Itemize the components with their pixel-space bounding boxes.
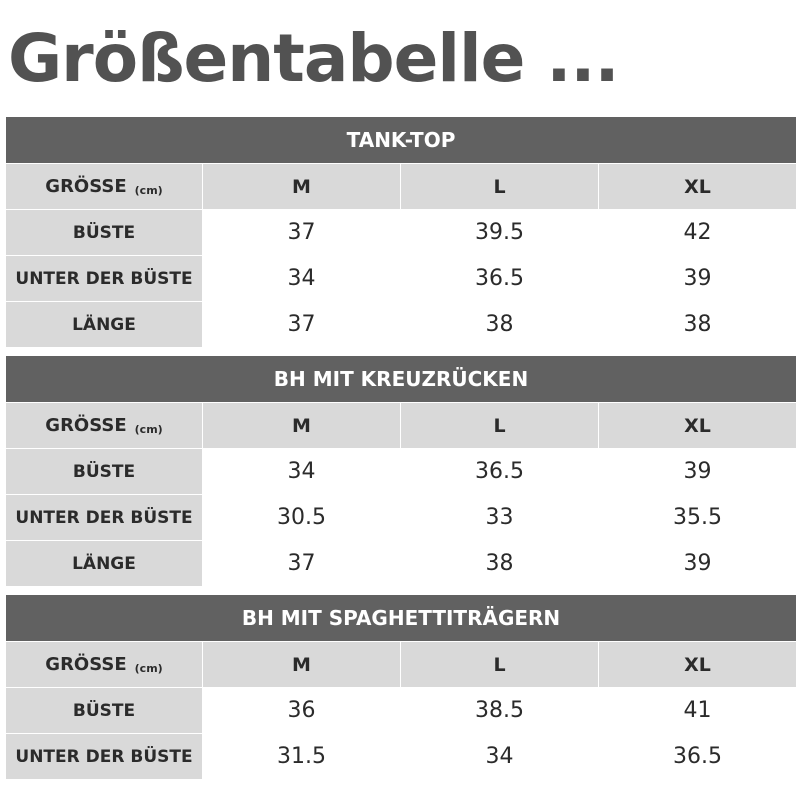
value-cell: 38: [400, 301, 598, 347]
size-l: L: [400, 402, 598, 448]
row-label: BÜSTE: [6, 209, 202, 255]
value-cell: 39: [598, 255, 796, 301]
size-table-tank-top: [6, 117, 796, 347]
size-xl: XL: [598, 163, 796, 209]
value-cell: 37: [202, 301, 400, 347]
value-cell: 34: [400, 733, 598, 779]
value-cell: 35.5: [598, 494, 796, 540]
value-cell: 41: [598, 687, 796, 733]
row-label: UNTER DER BÜSTE: [6, 494, 202, 540]
size-label: GRÖSSE (cm): [6, 641, 202, 687]
table-row: [6, 540, 796, 586]
value-cell: 36: [202, 687, 400, 733]
table-row: [6, 209, 796, 255]
size-m: M: [202, 641, 400, 687]
size-m: M: [202, 402, 400, 448]
value-cell: 31.5: [202, 733, 400, 779]
table-row: [6, 733, 796, 779]
row-label: UNTER DER BÜSTE: [6, 255, 202, 301]
value-cell: 34: [202, 448, 400, 494]
value-cell: 42: [598, 209, 796, 255]
table-row: [6, 494, 796, 540]
size-table-bh-spaghettitraeger: [6, 595, 796, 779]
size-xl: XL: [598, 641, 796, 687]
row-label: BÜSTE: [6, 687, 202, 733]
size-l: L: [400, 641, 598, 687]
value-cell: 38: [400, 540, 598, 586]
value-cell: 39: [598, 540, 796, 586]
section-header: BH MIT KREUZRÜCKEN: [6, 356, 796, 402]
size-header-row: [6, 402, 796, 448]
value-cell: 36.5: [598, 733, 796, 779]
row-label: BÜSTE: [6, 448, 202, 494]
table-row: [6, 687, 796, 733]
row-label: LÄNGE: [6, 540, 202, 586]
value-cell: 34: [202, 255, 400, 301]
value-cell: 39: [598, 448, 796, 494]
size-header-row: [6, 641, 796, 687]
page-title: Größentabelle ...: [8, 20, 619, 97]
value-cell: 30.5: [202, 494, 400, 540]
size-header-row: [6, 163, 796, 209]
value-cell: 33: [400, 494, 598, 540]
unit-label: (cm): [134, 423, 163, 436]
table-row: [6, 301, 796, 347]
section-header: BH MIT SPAGHETTITRÄGERN: [6, 595, 796, 641]
unit-label: (cm): [134, 184, 163, 197]
value-cell: 36.5: [400, 448, 598, 494]
row-label: UNTER DER BÜSTE: [6, 733, 202, 779]
size-label: GRÖSSE (cm): [6, 163, 202, 209]
table-row: [6, 448, 796, 494]
size-table-bh-kreuzruecken: [6, 356, 796, 586]
value-cell: 37: [202, 540, 400, 586]
value-cell: 36.5: [400, 255, 598, 301]
value-cell: 37: [202, 209, 400, 255]
unit-label: (cm): [134, 662, 163, 675]
value-cell: 39.5: [400, 209, 598, 255]
section-header: TANK-TOP: [6, 117, 796, 163]
table-row: [6, 255, 796, 301]
size-xl: XL: [598, 402, 796, 448]
size-m: M: [202, 163, 400, 209]
value-cell: 38.5: [400, 687, 598, 733]
row-label: LÄNGE: [6, 301, 202, 347]
size-l: L: [400, 163, 598, 209]
value-cell: 38: [598, 301, 796, 347]
size-label: GRÖSSE (cm): [6, 402, 202, 448]
